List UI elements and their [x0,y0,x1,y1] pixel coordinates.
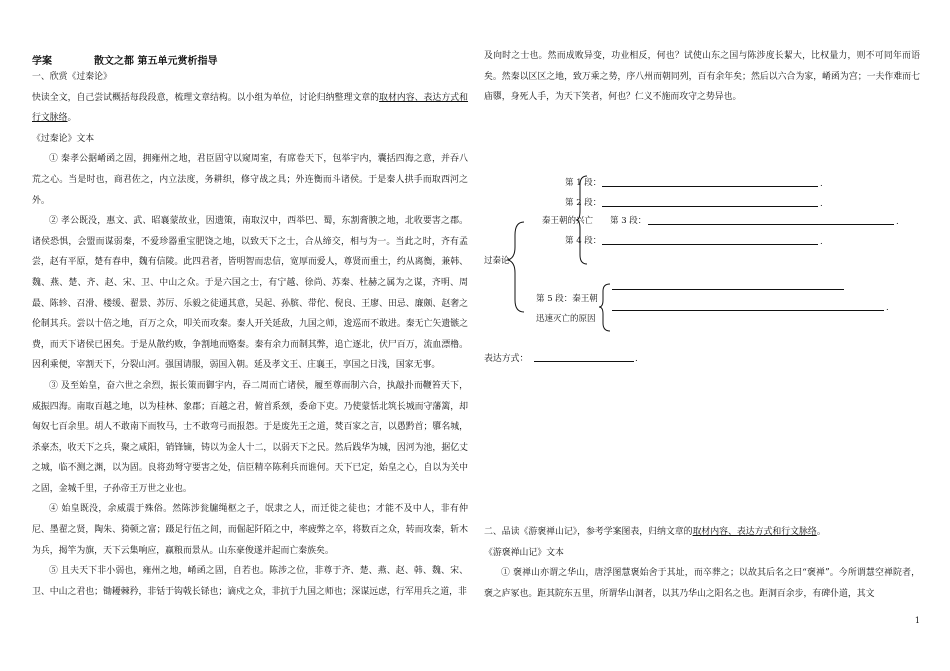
page-number: 1 [914,616,920,625]
lower-brace [599,284,610,331]
para-4-line [602,244,818,245]
youbaochan-paragraph-1: ① 褒禅山亦谓之华山，唐浮图慧褒始舍于其址，而卒葬之；以故其后名之曰“褒禅”。今所谓慧空禅院者，褒之庐冢也。距其院东五里，所谓华山洞者，以其乃华山之阳名之也。距洞百余步，有碑仆道，其文 [484,568,920,599]
para-1-line [602,186,818,187]
section2-heading [484,522,920,543]
diagram-para-4: 第 4 段： [565,236,602,246]
expression-answer-line [534,361,634,362]
left-column [32,0,468,671]
right-text-top [484,46,920,108]
para-2-dot: . [820,199,823,209]
para-5-line-2 [612,310,884,311]
paragraph-4: ④ 始皇既没，余威震于殊俗。然陈涉瓮牖绳枢之子，氓隶之人，而迁徙之徒也；才能不及中人，非有仲尼、墨翟之贤，陶朱、猗顿之富；蹑足行伍之间，而倔起阡陌之中，率疲弊之卒，将数百之众，转而攻秦，斩木为兵，揭竿为旗，天下云集响应，赢粮而景从。山东豪俊遂并起而亡秦族矣。 [32,504,468,556]
expression-dot: . [635,354,638,364]
paragraph-5-continued: 及向时之士也。然而成败异变，功业相反，何也？试使山东之国与陈涉度长絜大，比权量力，则不可同年而语矣。然秦以区区之地，致万乘之势，序八州而朝同列，百有余年矣；然后以六合为家，崤函为宫；一夫作难而七庙隳，身死人手，为天下笑者，何也？仁义不施而攻守之势异也。 [484,51,920,103]
title-label: 学案 [32,56,52,67]
para-1-dot: . [820,179,823,189]
section1-intro-underlined: 取材内容、表达方式和行文脉络 [32,92,469,124]
section1-intro [32,88,468,129]
paragraph-1: ① 秦孝公据崤函之固，拥雍州之地，君臣固守以窥周室，有席卷天下，包举宇内，囊括四海之意，并吞八荒之心。当是时也，商君佐之，内立法度，务耕织，修守战之具；外连衡而斗诸侯。于是秦人拱手而取西河之外。 [32,154,468,206]
title-text: 散文之都 第五单元赏析指导 [94,56,218,67]
main-brace [508,222,524,312]
page-title [32,52,217,67]
right-text-bottom [484,522,920,604]
diagram-para-5-a: 第 5 段：秦王朝 [536,294,598,304]
section1-intro-b: 。 [67,113,77,124]
paragraph-3: ③ 及至始皇，奋六世之余烈，振长策而御宇内，吞二周而亡诸侯，履至尊而制六合，执敲扑而鞭笞天下，威振四海。南取百越之地，以为桂林、象郡；百越之君，俯首系颈，委命下吏。乃使蒙恬北筑长城而守藩篱，却匈奴七百余里。胡人不敢南下而牧马，士不敢弯弓而报怨。于是废先王之道，焚百家之言，以愚黔首；隳名城，杀豪杰，收天下之兵，聚之咸阳，销锋镝，铸以为金人十二，以弱天下之民。然后践华为城，因河为池，据亿丈之城，临不测之渊，以为固。良将劲弩守要害之处，信臣精卒陈利兵而谁何。天下已定，始皇之心，自以为关中之固，金城千里，子孙帝王万世之业也。 [32,380,468,494]
paragraph-5: ⑤ 且夫天下非小弱也，雍州之地，崤函之固，自若也。陈涉之位，非尊于齐、楚、燕、赵、韩、魏、宋、卫、中山之君也；锄耰棘矜，非铦于钩戟长铩也；谪戍之众，非抗于九国之师也；深谋远虑，行军用兵之道，非 [32,566,468,597]
para-2-line [602,206,818,207]
para-3-line [648,224,894,225]
section1-heading: 一、欣赏《过秦论》 [32,72,112,82]
para-5-dot: . [886,303,889,313]
para-4-dot: . [820,237,823,247]
section1-intro-a: 快读全文，自己尝试概括每段段意，梳理文章结构。以小组为单位，讨论归纳整理文章的 [32,92,380,103]
diagram-para-5-b: 迅速灭亡的原因 [536,314,596,324]
right-column [484,0,920,671]
left-text-block [32,67,468,602]
section2-heading-a: 二、品读《游褒禅山记》，参考学案图表，归纳文章的 [484,527,693,537]
para-3-dot: . [896,217,899,227]
para-5-line-1 [612,289,844,290]
diagram-para-2: 第 2 段： [565,198,602,208]
expression-label: 表达方式： [484,354,529,364]
paragraph-2: ② 孝公既没，惠文、武、昭襄蒙故业，因遗策，南取汉中，西举巴、蜀，东割膏腴之地，北收要害之郡。诸侯恐惧，会盟而谋弱秦，不爱珍器重宝肥饶之地，以致天下之士，合从缔交，相与为一。当此之时，齐有孟尝，赵有平原，楚有春申，魏有信陵。此四君者，皆明智而忠信，宽厚而爱人，尊贤而重士，约从离衡，兼韩、魏、燕、楚、齐、赵、宋、卫、中山之众。于是六国之士，有宁越、徐尚、苏秦、杜赫之属为之谋，齐明、周最、陈轸、召滑、楼缓、翟景、苏厉、乐毅之徒通其意，吴起、孙膑、带佗、倪良、王廖、田忌、廉颇、赵奢之伦制其兵。尝以十倍之地，百万之众，叩关而攻秦。秦人开关延敌，九国之师，逡巡而不敢进。秦无亡矢遗镞之费，而天下诸侯已困矣。于是从散约败，争割地而赂秦。秦有余力而制其弊，追亡逐北，伏尸百万，流血漂橹。因利乘便，宰割天下，分裂山河。强国请服，弱国入朝。延及孝文王、庄襄王，享国之日浅，国家无事。 [32,216,468,371]
diagram-para-3: 第 3 段： [610,216,647,226]
text2-label: 《游褒禅山记》文本 [484,547,564,558]
diagram-para-1: 第 1 段： [565,178,602,188]
diagram-rise-fall: 秦王朝的兴亡 [542,216,594,226]
section2-heading-b: 。 [816,527,826,537]
diagram-root: 过秦论 [484,256,510,266]
text-label: 《过秦论》文本 [32,133,95,144]
section2-heading-underlined: 取材内容、表达方式和行文脉络 [692,527,817,537]
